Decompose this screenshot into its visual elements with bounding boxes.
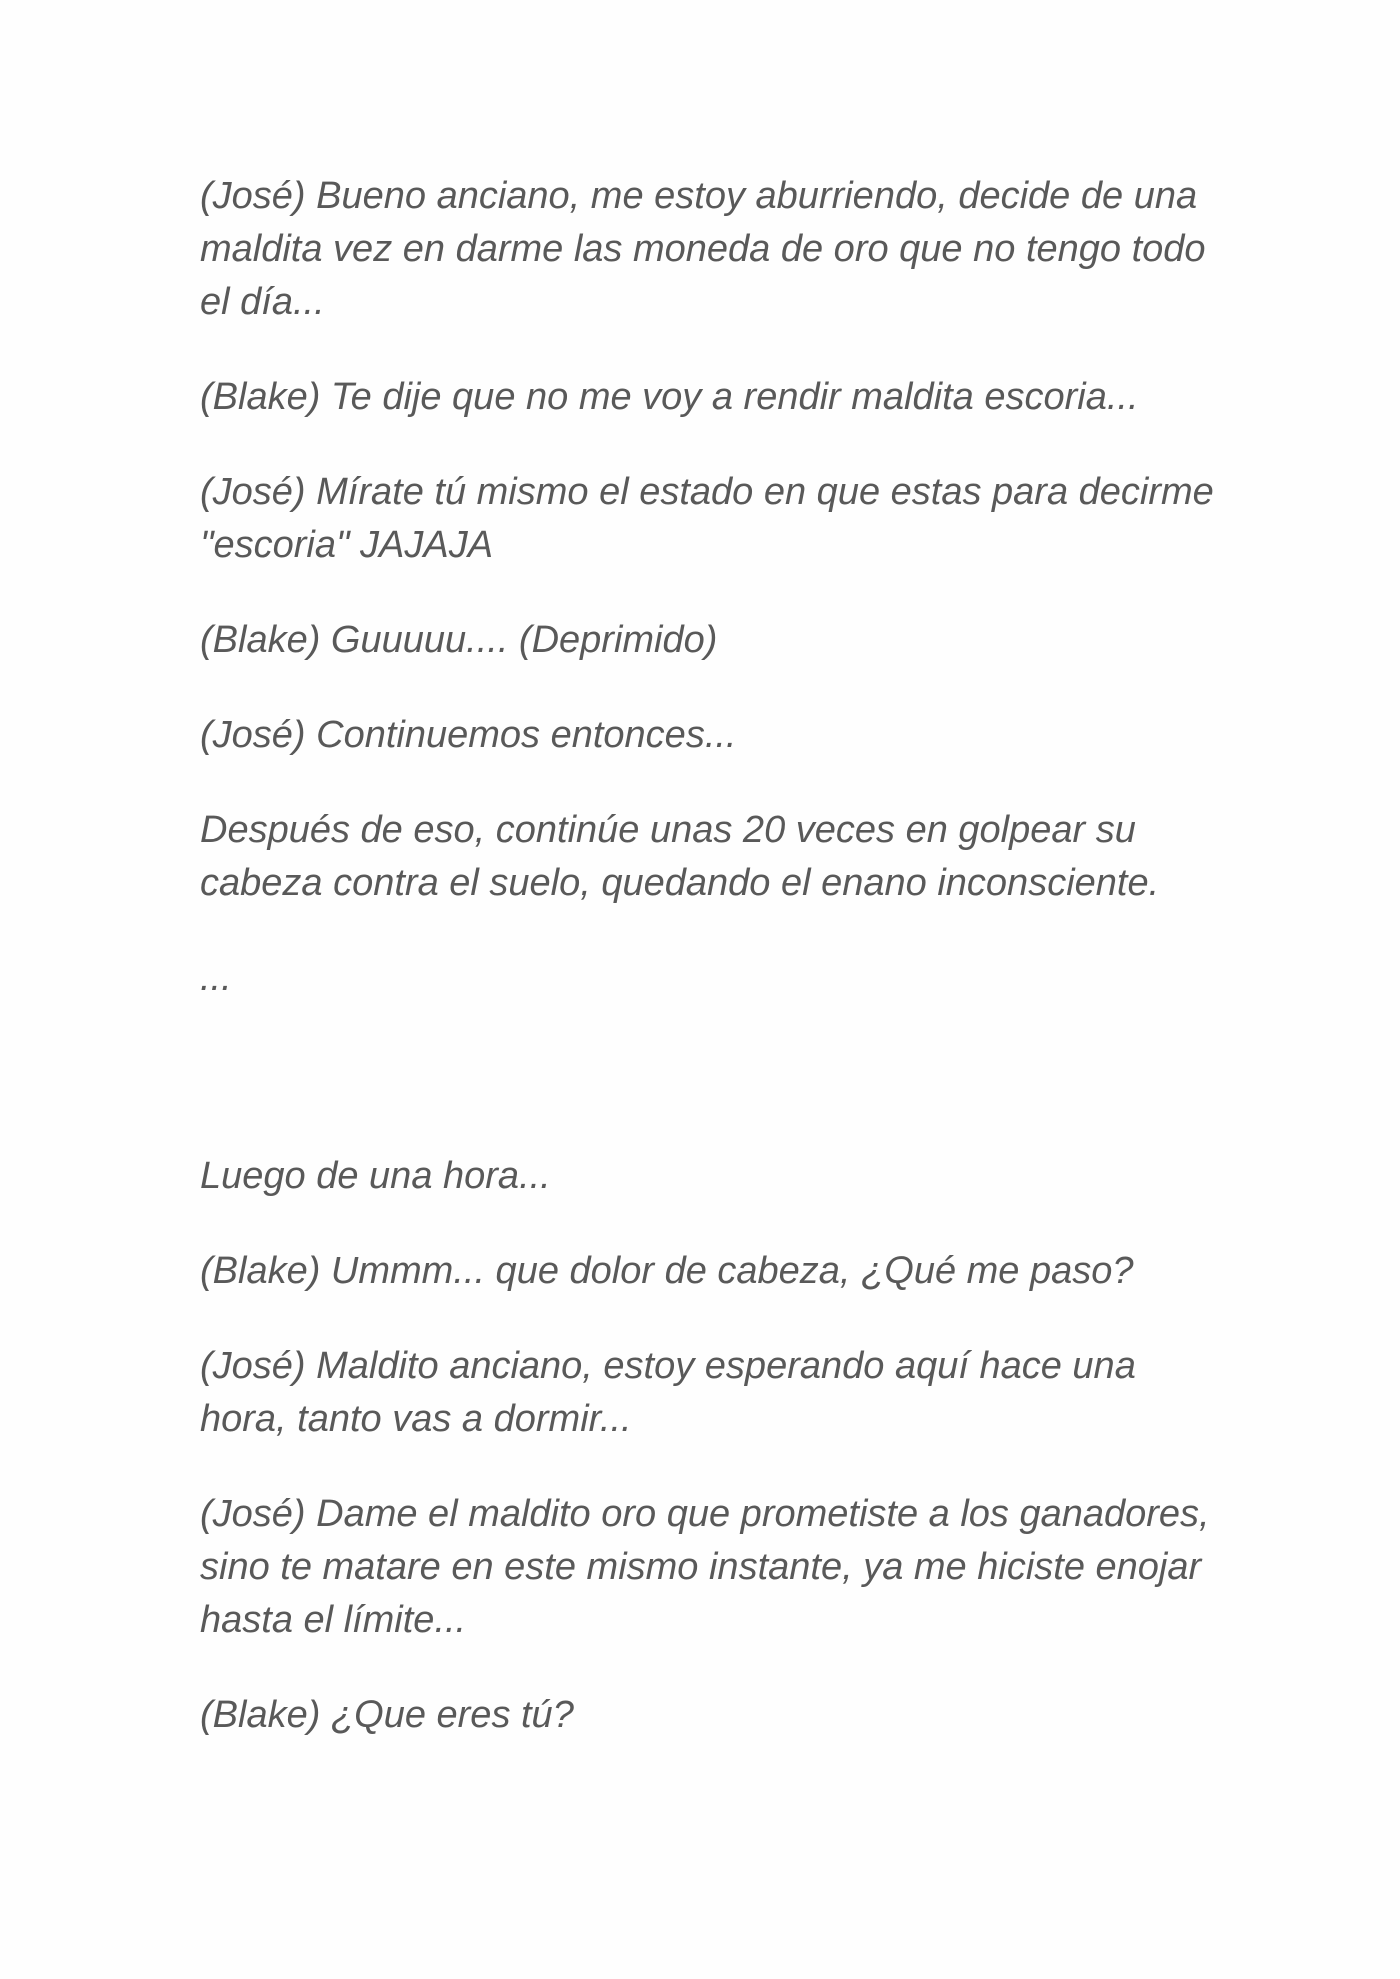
paragraph-4: (Blake) Guuuuu.... (Deprimido) — [200, 619, 718, 661]
paragraph-10: (José) Dame el maldito oro que prometiste a los ganadores, sino te matare en este mismo instante, ya me hiciste enojar hasta el límite... — [200, 1493, 1210, 1641]
document-body — [200, 170, 1220, 1784]
paragraph-11: (Blake) ¿Que eres tú? — [200, 1694, 574, 1736]
paragraph-9: (José) Maldito anciano, estoy esperando aquí hace una hora, tanto vas a dormir... — [200, 1345, 1136, 1440]
paragraph-1: (José) Bueno anciano, me estoy aburriendo, decide de una maldita vez en darme las moneda de oro que no tengo todo el día... — [200, 175, 1206, 323]
scene-break-ellipsis: ... — [200, 957, 232, 999]
paragraph-6: Después de eso, continúe unas 20 veces en golpear su cabeza contra el suelo, quedando el enano inconsciente. — [200, 809, 1160, 904]
paragraph-7: Luego de una hora... — [200, 1155, 551, 1197]
paragraph-8: (Blake) Ummm... que dolor de cabeza, ¿Qué me paso? — [200, 1250, 1134, 1292]
paragraph-3: (José) Mírate tú mismo el estado en que estas para decirme "escoria" JAJAJA — [200, 471, 1214, 566]
paragraph-2: (Blake) Te dije que no me voy a rendir maldita escoria... — [200, 376, 1139, 418]
paragraph-5: (José) Continuemos entonces... — [200, 714, 737, 756]
